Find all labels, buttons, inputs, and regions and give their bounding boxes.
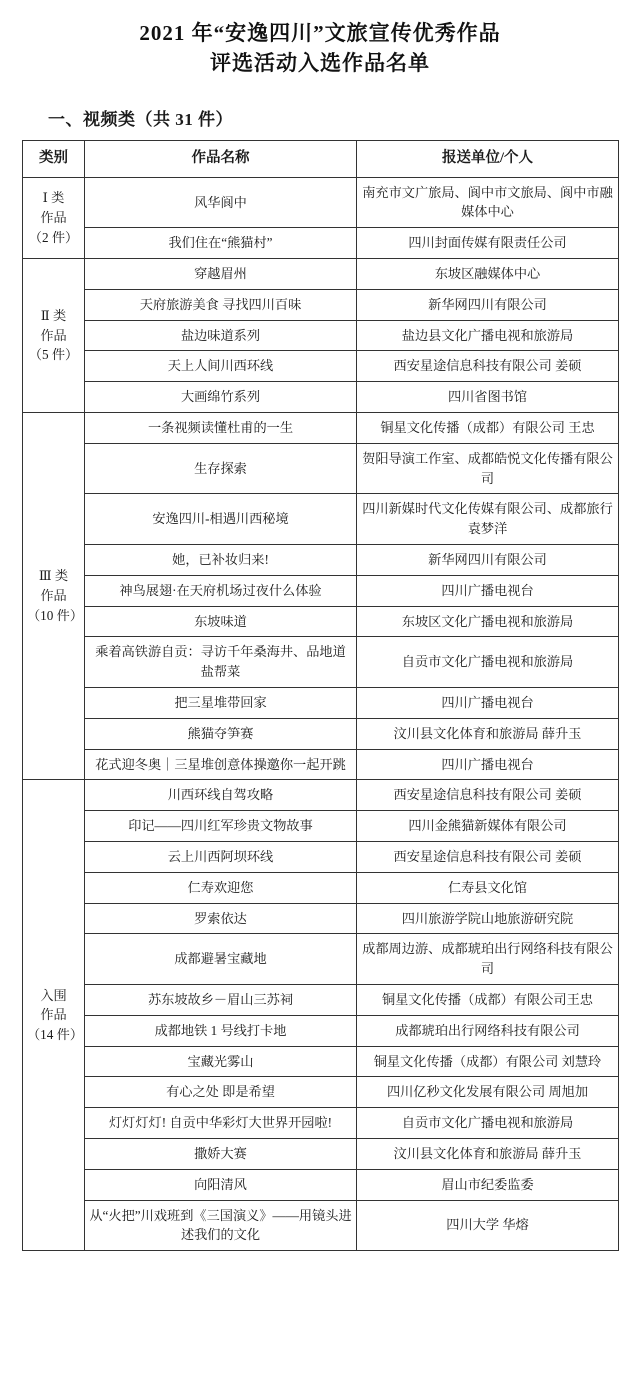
unit-cell: 四川省图书馆 [357,382,619,413]
column-header-unit: 报送单位/个人 [357,140,619,177]
unit-cell: 东坡区融媒体中心 [357,259,619,290]
work-name-cell: 灯灯灯灯! 自贡中华彩灯大世界开园啦! [85,1108,357,1139]
table-row [23,1046,619,1077]
table-row [23,177,619,228]
category-cell [23,177,85,258]
unit-cell: 西安星途信息科技有限公司 姜硕 [357,841,619,872]
unit-cell: 盐边县文化广播电视和旅游局 [357,320,619,351]
work-name-cell: 印记——四川红军珍贵文物故事 [85,811,357,842]
work-name-cell: 安逸四川-相遇川西秘境 [85,494,357,545]
category-cell [23,259,85,413]
unit-cell: 东坡区文化广播电视和旅游局 [357,606,619,637]
table-row [23,320,619,351]
work-name-cell: 大画绵竹系列 [85,382,357,413]
unit-cell: 四川广播电视台 [357,687,619,718]
work-name-cell: 一条视频读懂杜甫的一生 [85,413,357,444]
unit-cell: 汶川县文化体育和旅游局 薛升玉 [357,718,619,749]
table-row [23,811,619,842]
table-row [23,1077,619,1108]
unit-cell: 成都琥珀出行网络科技有限公司 [357,1015,619,1046]
table-row [23,1200,619,1251]
work-name-cell: 撒娇大赛 [85,1138,357,1169]
table-body [23,177,619,1250]
table-row [23,259,619,290]
category-line: （5 件） [28,347,79,363]
category-line: 作品 [40,588,67,604]
work-name-cell: 苏东坡故乡－眉山三苏祠 [85,984,357,1015]
work-name-cell: 她，已补妆归来! [85,544,357,575]
unit-cell: 四川广播电视台 [357,749,619,780]
table-row [23,1138,619,1169]
work-name-cell: 东坡味道 [85,606,357,637]
work-name-cell: 乘着高铁游自贡：寻访千年桑海井、品地道盐帮菜 [85,637,357,688]
category-line: 作品 [40,209,67,225]
work-name-cell: 风华阆中 [85,177,357,228]
unit-cell: 四川封面传媒有限责任公司 [357,228,619,259]
table-row [23,841,619,872]
work-name-cell: 成都地铁 1 号线打卡地 [85,1015,357,1046]
unit-cell: 西安星途信息科技有限公司 姜硕 [357,780,619,811]
unit-cell: 铜星文化传播（成都）有限公司 王忠 [357,413,619,444]
work-name-cell: 生存探索 [85,443,357,494]
category-line: （10 件） [27,608,84,624]
table-row [23,637,619,688]
table-row [23,718,619,749]
unit-cell: 四川金熊猫新媒体有限公司 [357,811,619,842]
category-line: （14 件） [27,1027,84,1043]
section-heading: 一、视频类（共 31 件） [48,109,233,129]
category-line: Ⅰ 类 [42,190,65,206]
table-row [23,289,619,320]
unit-cell: 新华网四川有限公司 [357,289,619,320]
work-name-cell: 天府旅游美食 寻找四川百味 [85,289,357,320]
table-header-row [23,140,619,177]
category-line: （2 件） [28,229,79,245]
work-name-cell: 我们住在“熊猫村” [85,228,357,259]
work-name-cell: 川西环线自驾攻略 [85,780,357,811]
work-name-cell: 云上川西阿坝环线 [85,841,357,872]
category-cell [23,780,85,1251]
table-row [23,606,619,637]
work-name-cell: 从“火把”川戏班到《三国演义》——用镜头进述我们的文化 [85,1200,357,1251]
work-name-cell: 盐边味道系列 [85,320,357,351]
unit-cell: 四川大学 华熔 [357,1200,619,1251]
unit-cell: 铜星文化传播（成都）有限公司 刘慧玲 [357,1046,619,1077]
table-row [23,984,619,1015]
work-name-cell: 神鸟展翅·在天府机场过夜什么体验 [85,575,357,606]
category-line: 入围 [40,987,67,1003]
work-name-cell: 把三星堆带回家 [85,687,357,718]
table-row [23,872,619,903]
table-row [23,413,619,444]
table-row [23,687,619,718]
page-title [22,18,618,79]
unit-cell: 四川亿秒文化发展有限公司 周旭加 [357,1077,619,1108]
table-row [23,351,619,382]
table-row [23,934,619,985]
award-list-table [22,140,619,1251]
work-name-cell: 花式迎冬奥｜三星堆创意体操邀你一起开跳 [85,749,357,780]
category-cell [23,413,85,780]
work-name-cell: 向阳清风 [85,1169,357,1200]
table-row [23,575,619,606]
page-title-line-1: 2021 年“安逸四川”文旅宣传优秀作品 [139,21,501,45]
table-row [23,1015,619,1046]
table-row [23,749,619,780]
work-name-cell: 罗索依达 [85,903,357,934]
work-name-cell: 熊猫夺笋赛 [85,718,357,749]
unit-cell: 汶川县文化体育和旅游局 薛升玉 [357,1138,619,1169]
category-line: 作品 [40,327,67,343]
unit-cell: 西安星途信息科技有限公司 姜硕 [357,351,619,382]
unit-cell: 贺阳导演工作室、成都皓悦文化传播有限公司 [357,443,619,494]
page-title-line-2: 评选活动入选作品名单 [210,51,430,76]
column-header-work-name: 作品名称 [85,140,357,177]
work-name-cell: 天上人间川西环线 [85,351,357,382]
unit-cell: 南充市文广旅局、阆中市文旅局、阆中市融媒体中心 [357,177,619,228]
unit-cell: 铜星文化传播（成都）有限公司王忠 [357,984,619,1015]
unit-cell: 新华网四川有限公司 [357,544,619,575]
table-header [23,140,619,177]
unit-cell: 四川广播电视台 [357,575,619,606]
category-line: Ⅱ 类 [40,307,67,323]
table-row [23,382,619,413]
work-name-cell: 宝藏光雾山 [85,1046,357,1077]
table-row [23,1108,619,1139]
unit-cell: 自贡市文化广播电视和旅游局 [357,1108,619,1139]
work-name-cell: 穿越眉州 [85,259,357,290]
unit-cell: 眉山市纪委监委 [357,1169,619,1200]
work-name-cell: 有心之处 即是希望 [85,1077,357,1108]
table-row [23,544,619,575]
work-name-cell: 成都避暑宝藏地 [85,934,357,985]
unit-cell: 自贡市文化广播电视和旅游局 [357,637,619,688]
table-row [23,780,619,811]
table-row [23,1169,619,1200]
table-row [23,903,619,934]
unit-cell: 四川旅游学院山地旅游研究院 [357,903,619,934]
unit-cell: 仁寿县文化馆 [357,872,619,903]
table-row [23,443,619,494]
category-line: 作品 [40,1007,67,1023]
unit-cell: 四川新媒时代文化传媒有限公司、成都旅行 袁梦洋 [357,494,619,545]
table-row [23,494,619,545]
category-line: Ⅲ 类 [38,568,69,584]
column-header-category: 类别 [23,140,85,177]
table-row [23,228,619,259]
unit-cell: 成都周边游、成都琥珀出行网络科技有限公司 [357,934,619,985]
work-name-cell: 仁寿欢迎您 [85,872,357,903]
